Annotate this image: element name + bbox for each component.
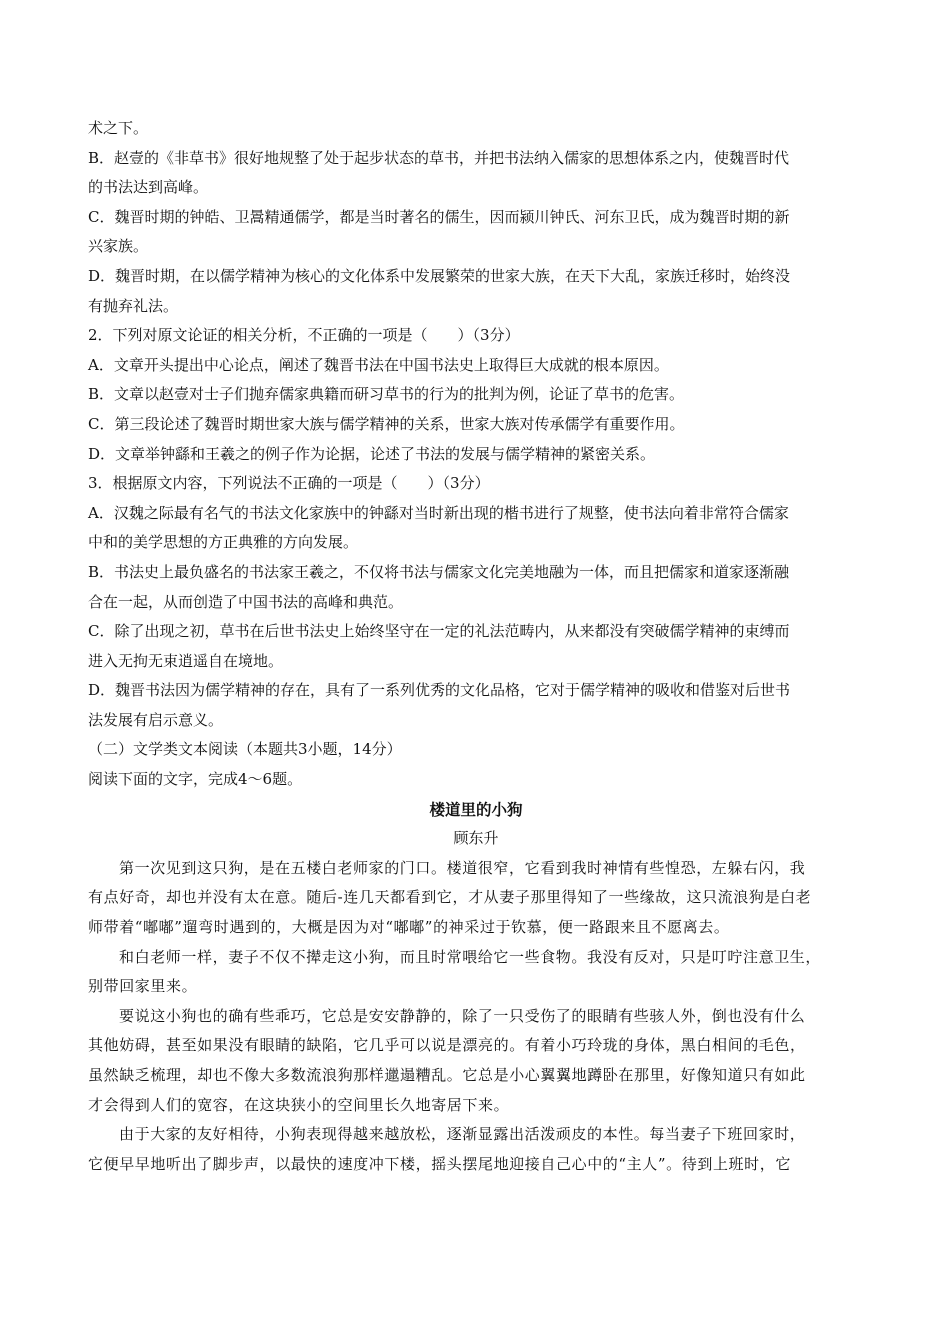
q1-option-d xyxy=(88,262,864,321)
q2-stem: 2．下列对原文论证的相关分析，不正确的一项是（ ）（3分） xyxy=(88,326,520,345)
text-line: 它便早早地听出了脚步声，以最快的速度冲下楼，摇头摆尾地迎接自己心中的“主人”。待到上班时，它 xyxy=(88,1154,791,1173)
story-author: 顾东升 xyxy=(453,829,499,848)
q1-option-a-tail: 术之下。 xyxy=(88,119,149,137)
text-line: 要说这小狗也的确有些乖巧，它总是安安静静的，除了一只受伤了的眼睛有些骇人外，倒也没有什么 xyxy=(119,1006,806,1025)
text-line: 有抛弃礼法。 xyxy=(88,296,179,315)
story-body xyxy=(88,854,864,1180)
story-paragraph xyxy=(88,1002,864,1120)
text-line: C．除了出现之初，草书在后世书法史上始终坚守在一定的礼法范畴内，从来都没有突破儒学精神的束缚而 xyxy=(88,622,790,641)
text-line: 其他妨碍，甚至如果没有眼睛的缺陷，它几乎可以说是漂亮的。有着小巧玲珑的身体，黑白相间的毛色， xyxy=(88,1036,806,1055)
q3-option-a xyxy=(88,499,864,558)
q3-option-c xyxy=(88,617,864,676)
text-line: 别带回家里来。 xyxy=(88,977,198,996)
q2-option-a: A．文章开头提出中心论点，阐述了魏晋书法在中国书法史上取得巨大成就的根本原因。 xyxy=(88,355,669,374)
text-line: 由于大家的友好相待，小狗表现得越来越放松，逐渐显露出活泼顽皮的本性。每当妻子下班回家时， xyxy=(119,1125,806,1144)
section-heading: （二）文学类文本阅读（本题共3小题，14分） xyxy=(88,740,402,759)
exam-page xyxy=(88,114,864,1179)
q3-option-d xyxy=(88,676,864,735)
text-line: B．赵壹的《非草书》很好地规整了处于起步状态的草书，并把书法纳入儒家的思想体系之内，使魏晋时代 xyxy=(88,148,790,167)
text-line: 才会得到人们的宽容，在这块狭小的空间里长久地寄居下来。 xyxy=(88,1095,510,1114)
text-line: 进入无拘无束逍遥自在境地。 xyxy=(88,651,284,670)
q2-option-b: B．文章以赵壹对士子们抛弃儒家典籍而研习草书的行为的批判为例，论证了草书的危害。 xyxy=(88,385,685,404)
text-line: B．书法史上最负盛名的书法家王羲之，不仅将书法与儒家文化完美地融为一体，而且把儒家和道家逐渐融 xyxy=(88,562,790,581)
story-paragraph xyxy=(88,854,864,943)
text-line: 中和的美学思想的方正典雅的方向发展。 xyxy=(88,533,359,552)
story-paragraph xyxy=(88,1120,864,1179)
q2-option-d: D．文章举钟繇和王羲之的例子作为论据，论述了书法的发展与儒学精神的紧密关系。 xyxy=(88,444,656,463)
text-line: 的书法达到高峰。 xyxy=(88,178,209,197)
q3-stem: 3．根据原文内容，下列说法不正确的一项是（ ）（3分） xyxy=(88,474,490,493)
text-line: A．汉魏之际最有名气的书法文化家族中的钟繇对当时新出现的楷书进行了规整，使书法向着非常符合儒家 xyxy=(88,503,789,522)
text-line: 合在一起，从而创造了中国书法的高峰和典范。 xyxy=(88,592,404,611)
text-line: 兴家族。 xyxy=(88,237,149,256)
text-line: 有点好奇，却也并没有太在意。随后-连几天都看到它，才从妻子那里得知了一些缘故，这只流浪狗是白老 xyxy=(88,888,812,907)
q3-option-b xyxy=(88,558,864,617)
story-paragraph xyxy=(88,943,864,1002)
q2-option-c: C．第三段论述了魏晋时期世家大族与儒学精神的关系，世家大族对传承儒学有重要作用。 xyxy=(88,414,685,433)
q1-option-b xyxy=(88,144,864,203)
text-line: 虽然缺乏梳理，却也不像大多数流浪狗那样邋遢糟乱。它总是小心翼翼地蹲卧在那里，好像知道只有如此 xyxy=(88,1066,806,1084)
text-line: C．魏晋时期的钟皓、卫暠精通儒学，都是当时著名的儒生，因而颍川钟氏、河东卫氏，成为魏晋时期的新 xyxy=(88,207,790,226)
text-line: 第一次见到这只狗，是在五楼白老师家的门口。楼道很窄，它看到我时神情有些惶恐，左躲右闪，我 xyxy=(119,858,806,877)
text-line: 和白老师一样，妻子不仅不撵走这小狗，而且时常喂给它一些食物。我没有反对，只是叮咛注意卫生， xyxy=(119,947,822,966)
section-instruction: 阅读下面的文字，完成4～6题。 xyxy=(88,770,303,789)
text-line: D．魏晋书法因为儒学精神的存在，具有了一系列优秀的文化品格，它对于儒学精神的吸收和借鉴对后世书 xyxy=(88,681,791,700)
story-title: 楼道里的小狗 xyxy=(429,799,523,819)
text-line: 师带着“嘟嘟”遛弯时遇到的，大概是因为对“嘟嘟”的神采过于钦慕，便一路跟来且不愿离去。 xyxy=(88,918,730,937)
text-line: D．魏晋时期，在以儒学精神为核心的文化体系中发展繁荣的世家大族，在天下大乱，家族迁移时，始终没 xyxy=(88,266,791,285)
q1-option-c xyxy=(88,203,864,262)
text-line: 法发展有启示意义。 xyxy=(88,710,224,729)
